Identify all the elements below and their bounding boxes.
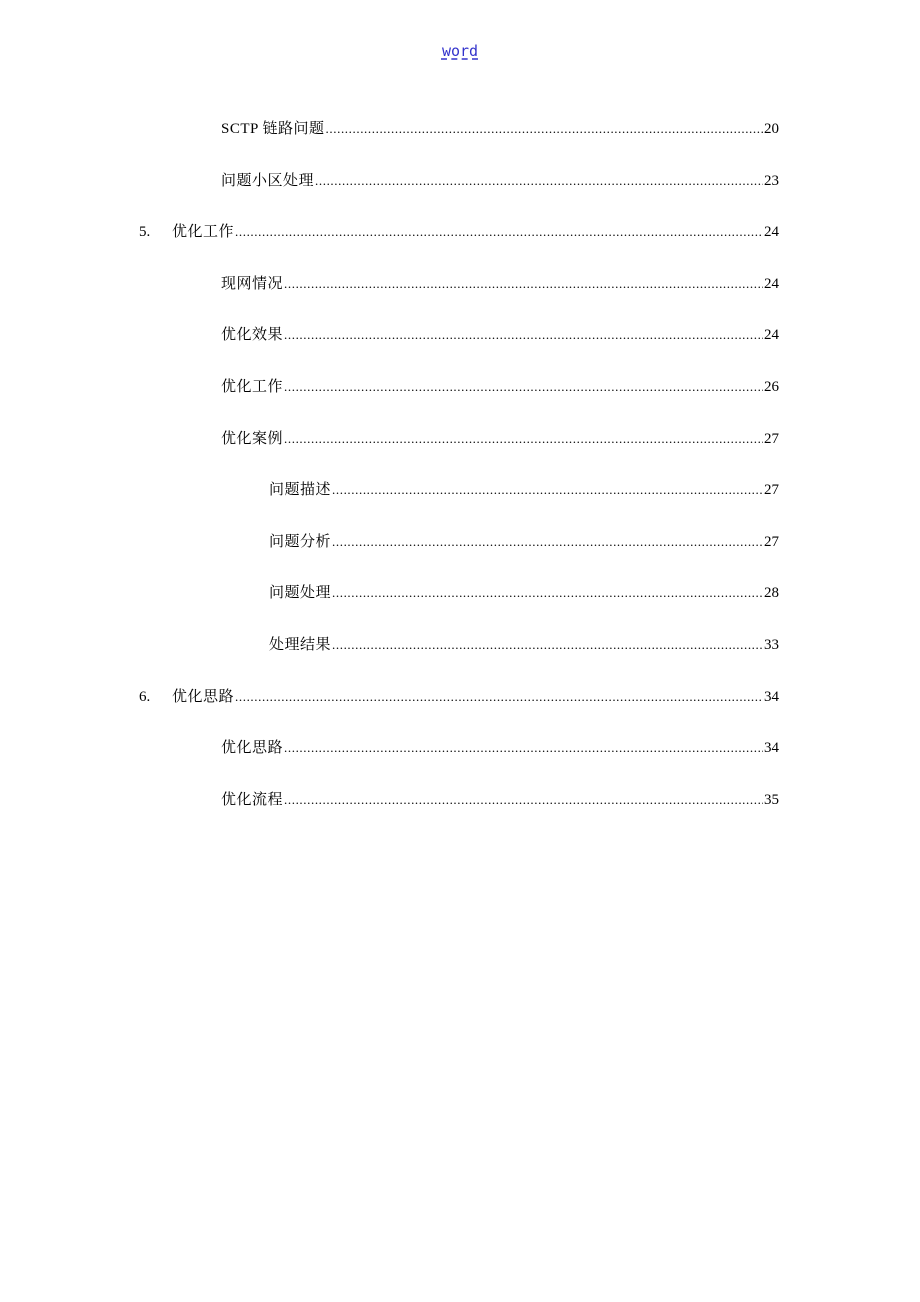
toc-entry-title: 优化工作	[221, 378, 284, 395]
toc-entry[interactable]	[0, 222, 920, 274]
toc-entry[interactable]	[0, 274, 920, 326]
toc-entry-line	[221, 429, 779, 449]
toc-leader-dots	[235, 687, 763, 707]
table-of-contents	[0, 119, 920, 841]
toc-entry-page: 23	[764, 172, 779, 189]
toc-leader-dots	[332, 532, 763, 552]
toc-entry[interactable]	[0, 377, 920, 429]
toc-entry[interactable]	[0, 480, 920, 532]
toc-entry-title: 优化流程	[221, 791, 284, 808]
toc-entry-page: 28	[764, 585, 779, 602]
toc-entry-line	[221, 325, 779, 345]
toc-entry-page: 27	[764, 533, 779, 550]
toc-entry-title: 优化效果	[221, 327, 284, 344]
toc-entry-title: 现网情况	[221, 275, 284, 292]
toc-leader-dots	[326, 119, 763, 139]
toc-entry-number: 6.	[139, 688, 151, 705]
toc-entry-line	[172, 222, 779, 242]
toc-entry-title: 处理结果	[269, 636, 332, 653]
toc-leader-dots	[332, 635, 763, 655]
toc-entry-page: 26	[764, 378, 779, 395]
toc-leader-dots	[332, 583, 763, 603]
toc-entry-page: 24	[764, 275, 779, 292]
toc-leader-dots	[235, 222, 763, 242]
toc-entry-title: 优化思路	[172, 688, 235, 705]
toc-entry-title: 问题分析	[269, 533, 332, 550]
toc-entry-page: 24	[764, 327, 779, 344]
toc-leader-dots	[332, 480, 763, 500]
toc-entry[interactable]	[0, 325, 920, 377]
toc-entry-line	[221, 119, 779, 139]
toc-entry[interactable]	[0, 119, 920, 171]
toc-leader-dots	[284, 274, 763, 294]
toc-entry-line	[269, 583, 779, 603]
toc-entry-page: 24	[764, 224, 779, 241]
toc-leader-dots	[284, 738, 763, 758]
toc-entry[interactable]	[0, 738, 920, 790]
toc-entry-page: 34	[764, 740, 779, 757]
toc-entry[interactable]	[0, 429, 920, 481]
toc-entry-line	[269, 480, 779, 500]
toc-entry-title: 问题处理	[269, 585, 332, 602]
toc-leader-dots	[284, 790, 763, 810]
toc-entry[interactable]	[0, 583, 920, 635]
toc-entry-line	[221, 738, 779, 758]
header-word-link[interactable]	[0, 42, 920, 60]
toc-entry-title: 问题小区处理	[221, 172, 315, 189]
toc-entry-line	[172, 687, 779, 707]
toc-entry-page: 34	[764, 688, 779, 705]
toc-leader-dots	[284, 429, 763, 449]
toc-entry[interactable]	[0, 790, 920, 842]
toc-entry[interactable]	[0, 687, 920, 739]
toc-entry-number: 5.	[139, 224, 151, 241]
toc-entry-title: 优化工作	[172, 224, 235, 241]
toc-entry-line	[269, 635, 779, 655]
header-word-text: word	[441, 42, 479, 60]
toc-entry-title: 优化思路	[221, 740, 284, 757]
toc-entry-title: 问题描述	[269, 482, 332, 499]
toc-entry-page: 27	[764, 430, 779, 447]
toc-entry[interactable]	[0, 171, 920, 223]
toc-entry-line	[221, 377, 779, 397]
toc-entry-line	[221, 274, 779, 294]
toc-leader-dots	[315, 171, 763, 191]
toc-entry-line	[221, 790, 779, 810]
toc-entry[interactable]	[0, 532, 920, 584]
toc-entry-line	[221, 171, 779, 191]
toc-entry-page: 27	[764, 482, 779, 499]
toc-entry[interactable]	[0, 635, 920, 687]
toc-entry-line	[269, 532, 779, 552]
toc-entry-title: 优化案例	[221, 430, 284, 447]
toc-leader-dots	[284, 325, 763, 345]
toc-leader-dots	[284, 377, 763, 397]
toc-entry-page: 20	[764, 121, 779, 137]
toc-entry-page: 35	[764, 791, 779, 808]
toc-entry-title: SCTP 链路问题	[221, 121, 325, 137]
toc-entry-page: 33	[764, 636, 779, 653]
